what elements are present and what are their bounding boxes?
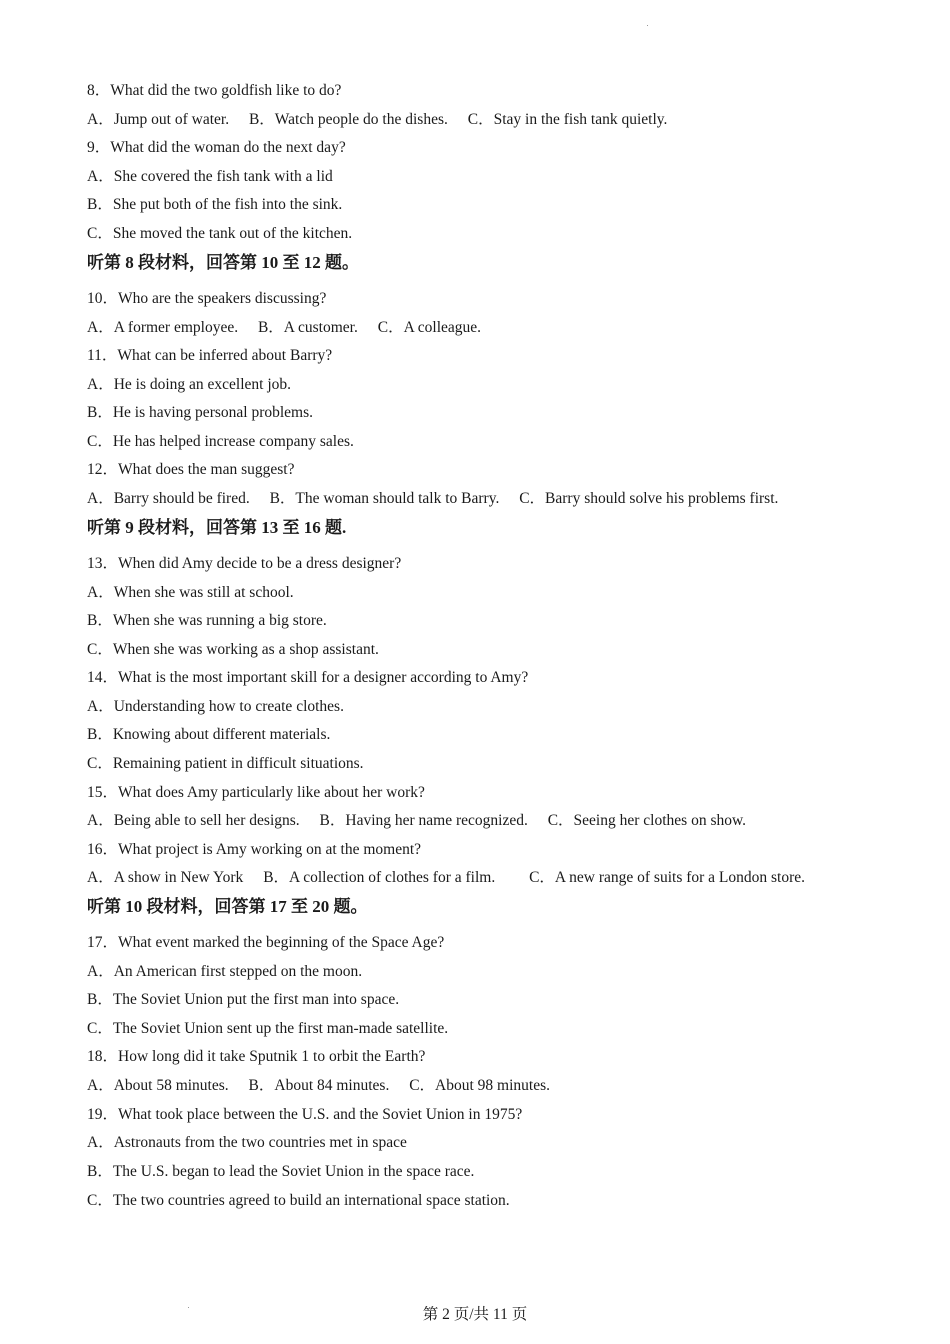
page-number: 第 2 页/共 11 页	[422, 1306, 528, 1323]
question-15-options	[87, 811, 762, 831]
option-c: C．Stay in the fish tank quietly.	[467, 111, 668, 128]
question-13: 13．When did Amy decide to be a dress designer?	[87, 555, 402, 572]
option-b: B．The U.S. began to lead the Soviet Union in the space race.	[87, 1163, 475, 1180]
question-8-options	[87, 110, 683, 130]
option-a: A．Barry should be fired.	[87, 490, 250, 507]
question-8: 8．What did the two goldfish like to do?	[87, 82, 342, 99]
option-a: A．When she was still at school.	[87, 584, 294, 601]
option-c: C．Barry should solve his problems first.	[519, 490, 779, 507]
option-a: A．She covered the fish tank with a lid	[87, 168, 333, 185]
option-b: B．About 84 minutes.	[248, 1077, 390, 1094]
option-b: B．She put both of the fish into the sink.	[87, 196, 343, 213]
question-14: 14．What is the most important skill for a designer according to Amy?	[87, 669, 529, 686]
option-c: C．When she was working as a shop assistant.	[87, 641, 379, 658]
option-c: C．A colleague.	[377, 319, 482, 336]
option-a: A．Understanding how to create clothes.	[87, 698, 344, 715]
question-10: 10．Who are the speakers discussing?	[87, 290, 327, 307]
question-12: 12．What does the man suggest?	[87, 461, 295, 478]
question-15: 15．What does Amy particularly like about her work?	[87, 784, 425, 801]
option-a: A．Jump out of water.	[87, 111, 230, 128]
option-b: B．Having her name recognized.	[319, 812, 528, 829]
option-a: A．He is doing an excellent job.	[87, 376, 292, 393]
scan-speck	[647, 25, 648, 26]
section-heading-8: 听第 8 段材料，回答第 10 至 12 题。	[87, 253, 359, 272]
option-b: B．Watch people do the dishes.	[248, 111, 448, 128]
option-b: B．A customer.	[257, 319, 358, 336]
option-a: A．A show in New York	[87, 869, 244, 886]
option-c: C．A new range of suits for a London store.	[529, 869, 806, 886]
option-b: B．He is having personal problems.	[87, 404, 314, 421]
question-17: 17．What event marked the beginning of the Space Age?	[87, 934, 445, 951]
option-a: A．Astronauts from the two countries met in space	[87, 1134, 407, 1151]
option-b: B．When she was running a big store.	[87, 612, 327, 629]
question-18-options	[87, 1076, 566, 1096]
question-16: 16．What project is Amy working on at the moment?	[87, 841, 422, 858]
question-12-options	[87, 489, 794, 509]
section-heading-9: 听第 9 段材料，回答第 13 至 16 题.	[87, 518, 347, 537]
option-c: C．He has helped increase company sales.	[87, 433, 354, 450]
question-11: 11．What can be inferred about Barry?	[87, 347, 333, 364]
question-10-options	[87, 318, 497, 338]
option-b: B．A collection of clothes for a film.	[263, 869, 496, 886]
option-c: C．She moved the tank out of the kitchen.	[87, 225, 353, 242]
option-b: B．The Soviet Union put the first man into space.	[87, 991, 400, 1008]
question-18: 18．How long did it take Sputnik 1 to orbit the Earth?	[87, 1048, 426, 1065]
section-heading-10: 听第 10 段材料，回答第 17 至 20 题。	[87, 897, 368, 916]
option-c: C．The Soviet Union sent up the first man-made satellite.	[87, 1020, 449, 1037]
question-16-options	[87, 868, 821, 888]
option-c: C．Remaining patient in difficult situations.	[87, 755, 364, 772]
question-9: 9．What did the woman do the next day?	[87, 139, 346, 156]
option-a: A．Being able to sell her designs.	[87, 812, 300, 829]
option-a: A．About 58 minutes.	[87, 1077, 229, 1094]
option-a: A．A former employee.	[87, 319, 239, 336]
option-c: C．About 98 minutes.	[409, 1077, 550, 1094]
question-19: 19．What took place between the U.S. and the Soviet Union in 1975?	[87, 1106, 523, 1123]
option-c: C．The two countries agreed to build an international space station.	[87, 1192, 510, 1209]
option-a: A．An American first stepped on the moon.	[87, 963, 363, 980]
option-c: C．Seeing her clothes on show.	[547, 812, 747, 829]
option-b: B．Knowing about different materials.	[87, 726, 331, 743]
option-b: B．The woman should talk to Barry.	[269, 490, 500, 507]
